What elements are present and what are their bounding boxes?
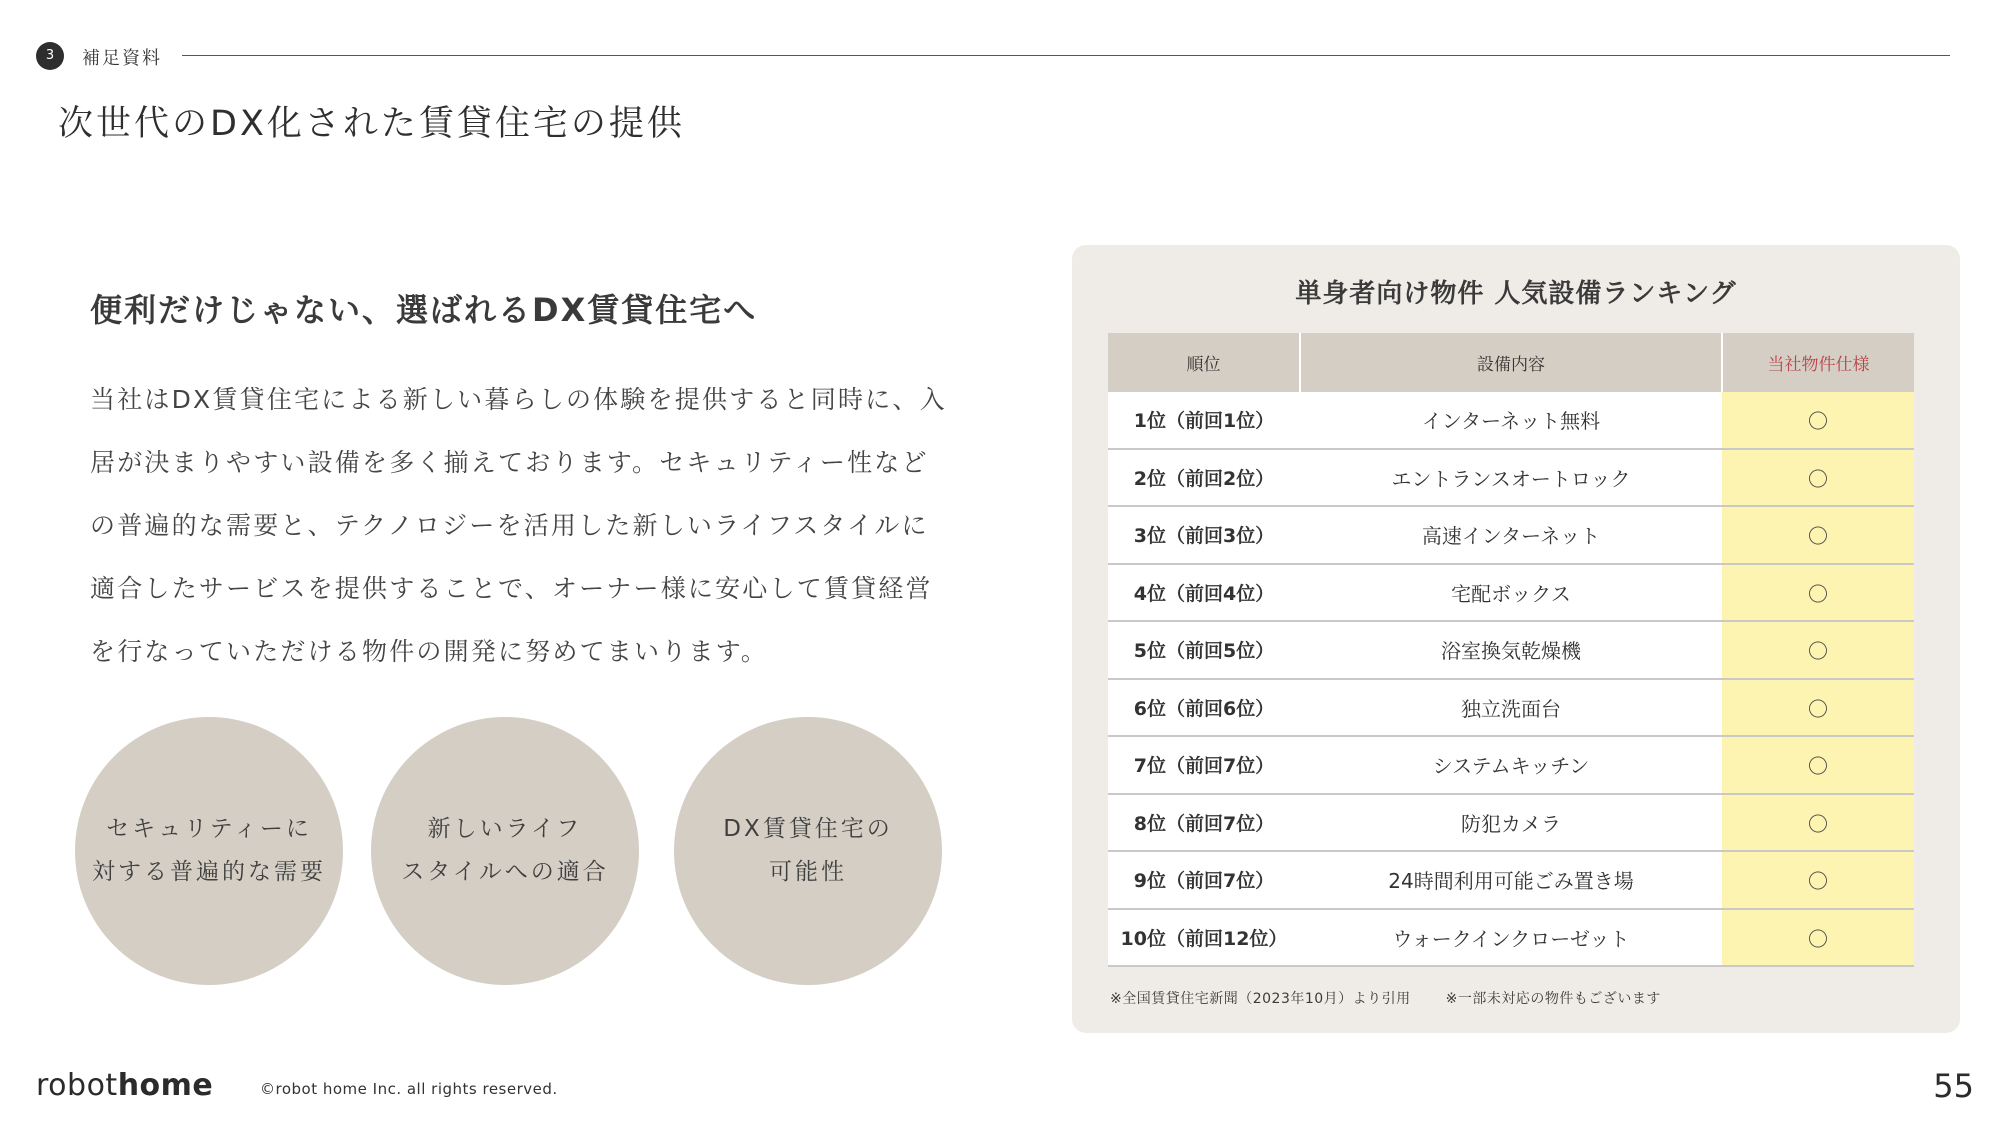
table-row bbox=[1108, 736, 1914, 794]
equipment-cell: 高速インターネット bbox=[1300, 506, 1722, 564]
table-row bbox=[1108, 449, 1914, 507]
body-text bbox=[90, 368, 960, 683]
spec-mark-cell: 〇 bbox=[1722, 679, 1914, 737]
feature-circle-label: セキュリティーに 対する普遍的な需要 bbox=[92, 816, 326, 885]
spec-mark-cell: 〇 bbox=[1722, 851, 1914, 909]
table-row bbox=[1108, 506, 1914, 564]
rank-cell: 4位（前回4位） bbox=[1108, 564, 1300, 622]
spec-mark-cell: 〇 bbox=[1722, 392, 1914, 449]
footnotes bbox=[1110, 988, 1691, 1008]
header-divider bbox=[182, 55, 1950, 56]
equipment-cell: 宅配ボックス bbox=[1300, 564, 1722, 622]
equipment-cell: 浴室換気乾燥機 bbox=[1300, 621, 1722, 679]
body-line: を行なっていただける物件の開発に努めてまいります。 bbox=[90, 637, 769, 666]
rank-cell: 3位（前回3位） bbox=[1108, 506, 1300, 564]
rank-cell: 6位（前回6位） bbox=[1108, 679, 1300, 737]
logo-text-robot: robot bbox=[36, 1068, 118, 1103]
section-number-badge: 3 bbox=[36, 42, 64, 70]
page-title: 次世代のDX化された賃貸住宅の提供 bbox=[58, 104, 685, 144]
equipment-cell: ウォークインクローゼット bbox=[1300, 909, 1722, 967]
body-line: 適合したサービスを提供することで、オーナー様に安心して賃貸経営 bbox=[90, 574, 933, 603]
table-row bbox=[1108, 909, 1914, 967]
feature-circle-security bbox=[75, 717, 343, 985]
body-line: 居が決まりやすい設備を多く揃えております。セキュリティー性など bbox=[90, 448, 929, 477]
feature-circle-dx bbox=[674, 717, 942, 985]
spec-mark-cell: 〇 bbox=[1722, 564, 1914, 622]
rank-cell: 5位（前回5位） bbox=[1108, 621, 1300, 679]
page-number: 55 bbox=[1933, 1067, 1974, 1105]
equipment-cell: 防犯カメラ bbox=[1300, 794, 1722, 852]
table-row bbox=[1108, 851, 1914, 909]
lead-title: 便利だけじゃない、選ばれるDX賃貸住宅へ bbox=[90, 291, 758, 329]
spec-mark-cell: 〇 bbox=[1722, 506, 1914, 564]
section-label: 補足資料 bbox=[82, 48, 162, 69]
spec-mark-cell: 〇 bbox=[1722, 449, 1914, 507]
table-row bbox=[1108, 794, 1914, 852]
footnote-source: ※全国賃貸住宅新聞（2023年10月）より引用 bbox=[1110, 991, 1411, 1007]
header-our-spec: 当社物件仕様 bbox=[1722, 333, 1914, 392]
ranking-title: 単身者向け物件 人気設備ランキング bbox=[1295, 279, 1737, 309]
rank-cell: 7位（前回7位） bbox=[1108, 736, 1300, 794]
body-line: の普遍的な需要と、テクノロジーを活用した新しいライフスタイルに bbox=[90, 511, 929, 540]
equipment-cell: システムキッチン bbox=[1300, 736, 1722, 794]
feature-circle-label: 新しいライフ スタイルへの適合 bbox=[401, 816, 609, 885]
feature-circle-lifestyle bbox=[371, 717, 639, 985]
rank-cell: 8位（前回7位） bbox=[1108, 794, 1300, 852]
logo-text-home: home bbox=[117, 1068, 214, 1103]
spec-mark-cell: 〇 bbox=[1722, 909, 1914, 967]
table-header-row bbox=[1108, 333, 1914, 392]
rank-cell: 9位（前回7位） bbox=[1108, 851, 1300, 909]
copyright-text: ©robot home Inc. all rights reserved. bbox=[260, 1080, 558, 1098]
spec-mark-cell: 〇 bbox=[1722, 794, 1914, 852]
table-row bbox=[1108, 564, 1914, 622]
equipment-cell: 独立洗面台 bbox=[1300, 679, 1722, 737]
spec-mark-cell: 〇 bbox=[1722, 621, 1914, 679]
header-rank: 順位 bbox=[1108, 333, 1300, 392]
table-row bbox=[1108, 392, 1914, 449]
equipment-cell: エントランスオートロック bbox=[1300, 449, 1722, 507]
rank-cell: 1位（前回1位） bbox=[1108, 392, 1300, 449]
spec-mark-cell: 〇 bbox=[1722, 736, 1914, 794]
company-logo bbox=[36, 1068, 213, 1103]
rank-cell: 2位（前回2位） bbox=[1108, 449, 1300, 507]
ranking-panel bbox=[1072, 245, 1960, 1033]
equipment-cell: 24時間利用可能ごみ置き場 bbox=[1300, 851, 1722, 909]
table-row bbox=[1108, 679, 1914, 737]
table-row bbox=[1108, 621, 1914, 679]
feature-circle-label: DX賃貸住宅の 可能性 bbox=[723, 816, 893, 885]
ranking-table bbox=[1108, 333, 1914, 967]
equipment-cell: インターネット無料 bbox=[1300, 392, 1722, 449]
header-equipment: 設備内容 bbox=[1300, 333, 1722, 392]
rank-cell: 10位（前回12位） bbox=[1108, 909, 1300, 967]
body-line: 当社はDX賃貸住宅による新しい暮らしの体験を提供すると同時に、入 bbox=[90, 385, 947, 414]
footnote-exception: ※一部未対応の物件もございます bbox=[1445, 991, 1661, 1007]
